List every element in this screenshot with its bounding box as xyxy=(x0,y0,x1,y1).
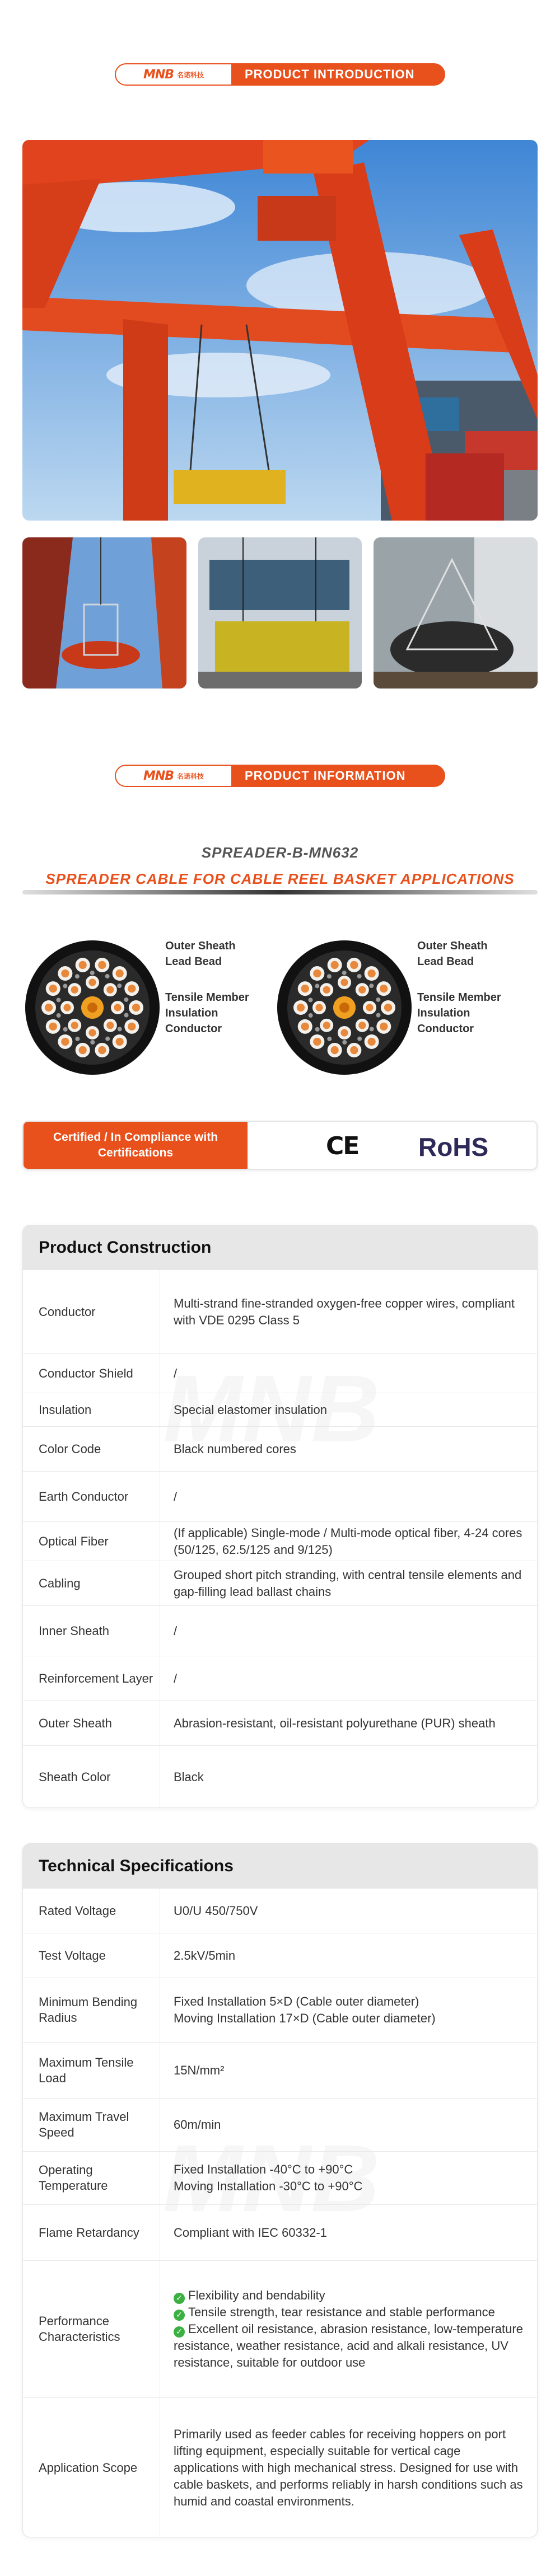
lead-bead xyxy=(105,1037,110,1041)
lead-bead xyxy=(90,971,95,975)
core-conductor xyxy=(88,1029,96,1036)
lead-bead xyxy=(369,983,374,988)
lead-bead xyxy=(342,971,347,975)
core-conductor xyxy=(45,1004,53,1011)
core-conductor xyxy=(115,1038,123,1046)
table-row: Flame Retardancy Compliant with IEC 60332-1 xyxy=(23,2205,537,2261)
core-conductor xyxy=(340,978,348,986)
core-conductor xyxy=(78,961,86,969)
specifications-table xyxy=(22,1843,538,2537)
core-conductor xyxy=(71,986,78,994)
lead-bead xyxy=(327,1037,332,1041)
core-conductor xyxy=(366,1004,373,1011)
lead-bead xyxy=(357,1037,362,1041)
product-model: SPREADER-B-MN632 xyxy=(201,844,359,861)
table-row: Earth Conductor / xyxy=(23,1472,537,1522)
lead-bead xyxy=(124,1013,129,1018)
cable-basket-photo xyxy=(22,537,186,689)
core-conductor xyxy=(323,1022,330,1029)
table-row: Performance Characteristics ✓ Flexibility and bendability ✓ Tensile strength, tear resistance and stable performance ✓ Excellent oil resistance, abrasion resistance, low-temperature resistance, weather resistance, acid and alkali resistance, UV resistance, suitable for outdoor use xyxy=(23,2261,537,2398)
core-conductor xyxy=(49,1023,57,1031)
check-icon: ✓ xyxy=(174,2310,185,2321)
table-row: Rated Voltage U0/U 450/750V xyxy=(23,1889,537,1933)
ce-mark: CE xyxy=(326,1132,359,1160)
table-row: Optical Fiber (If applicable) Single-mode / Multi-mode optical fiber, 4-24 cores (50/125, 62.5/125 and 9/125) xyxy=(23,1522,537,1561)
core-conductor xyxy=(384,1004,392,1011)
cable-diagram xyxy=(274,938,414,1078)
table-row: Color Code Black numbered cores xyxy=(23,1427,537,1472)
core-conductor xyxy=(98,961,106,969)
lead-bead xyxy=(117,983,122,988)
table-row: Application Scope Primarily used as feeder cables for receiving hoppers on port lifting equipment, especially suitable for vertical cage applications with high mechanical stress. Designed for use with cable baskets, and performs reliably in harsh conditions such as humid and coastal environments. xyxy=(23,2398,537,2537)
core-conductor xyxy=(132,1004,140,1011)
core-conductor xyxy=(340,1029,348,1036)
lead-bead xyxy=(75,1037,80,1041)
core-conductor xyxy=(380,1023,388,1031)
lead-bead xyxy=(327,974,332,978)
title-underline xyxy=(22,890,538,894)
core-conductor xyxy=(323,986,330,994)
info-section-header xyxy=(115,765,445,787)
gantry-crane-photo xyxy=(22,140,538,521)
core-conductor xyxy=(358,1022,366,1029)
check-icon: ✓ xyxy=(174,2326,185,2338)
core-conductor xyxy=(49,985,57,992)
table-row: Inner Sheath / xyxy=(23,1606,537,1656)
lead-bead xyxy=(63,984,67,989)
table-row: Minimum Bending Radius Fixed Installation 5×D (Cable outer diameter) Moving Installation 17×D (Cable outer diameter) xyxy=(23,1978,537,2043)
table-row: Outer Sheath Abrasion-resistant, oil-resistant polyurethane (PUR) sheath xyxy=(23,1701,537,1746)
intro-section-title: PRODUCT INTRODUCTION xyxy=(232,63,445,86)
certification-label: Certified / In Compliance with Certifications xyxy=(24,1122,248,1169)
cable-cross-section-1: Outer Sheath Lead Bead Tensile Member Insulation Conductor xyxy=(22,938,319,1083)
specifications-table-title: Technical Specifications xyxy=(23,1844,537,1889)
core-conductor xyxy=(106,1022,114,1029)
core-conductor xyxy=(128,985,136,992)
lead-bead xyxy=(370,1027,374,1031)
lead-bead xyxy=(357,974,362,978)
tensile-core xyxy=(339,1003,349,1013)
lead-bead xyxy=(90,1040,95,1045)
core-conductor xyxy=(98,1046,106,1054)
core-conductor xyxy=(301,1023,309,1031)
info-section-title: PRODUCT INFORMATION xyxy=(232,765,445,787)
lead-bead xyxy=(342,1040,347,1045)
rohs-mark: RoHS xyxy=(418,1132,489,1161)
cable-cross-section-2: Outer Sheath Lead Bead Tensile Member Insulation Conductor xyxy=(274,938,560,1083)
construction-table xyxy=(22,1225,538,1808)
core-conductor xyxy=(61,969,69,977)
table-row: Conductor Shield / xyxy=(23,1354,537,1393)
core-conductor xyxy=(88,978,96,986)
brand-logo: MNB 名诺科技 xyxy=(115,765,232,787)
core-conductor xyxy=(115,969,123,977)
lead-bead xyxy=(118,1027,122,1031)
brand-logo: MNB 名诺科技 xyxy=(115,63,232,86)
table-row: Operating Temperature Fixed Installation -40°C to +90°C Moving Installation -30°C to +90°C xyxy=(23,2152,537,2205)
core-conductor xyxy=(297,1004,305,1011)
core-conductor xyxy=(313,969,321,977)
lead-bead xyxy=(315,1027,320,1032)
core-conductor xyxy=(367,1038,375,1046)
core-conductor xyxy=(330,1046,338,1054)
core-conductor xyxy=(106,986,114,994)
table-row: Reinforcement Layer / xyxy=(23,1656,537,1701)
lead-bead xyxy=(75,974,80,978)
table-row: Maximum Tensile Load 15N/mm² xyxy=(23,2043,537,2099)
tensile-core xyxy=(87,1003,97,1013)
core-conductor xyxy=(358,986,366,994)
core-conductor xyxy=(114,1004,121,1011)
lead-bead xyxy=(63,1027,68,1032)
table-row: Conductor Multi-strand fine-stranded oxygen-free copper wires, compliant with VDE 0295 Class 5 xyxy=(23,1270,537,1354)
product-application-title: SPREADER CABLE FOR CABLE REEL BASKET APPLICATIONS xyxy=(45,870,515,887)
lead-bead xyxy=(315,984,319,989)
lead-bead xyxy=(376,997,380,1002)
table-row: Insulation Special elastomer insulation xyxy=(23,1393,537,1427)
check-icon: ✓ xyxy=(174,2293,185,2304)
core-conductor xyxy=(78,1046,86,1054)
lead-bead xyxy=(309,1013,313,1018)
lead-bead xyxy=(124,997,128,1002)
core-conductor xyxy=(301,985,309,992)
core-conductor xyxy=(380,985,388,992)
core-conductor xyxy=(63,1004,71,1011)
core-conductor xyxy=(330,961,338,969)
table-row: Sheath Color Black xyxy=(23,1746,537,1808)
certification-band xyxy=(22,1121,538,1170)
core-conductor xyxy=(71,1022,78,1029)
lead-bead xyxy=(308,997,312,1002)
lead-bead xyxy=(105,974,110,978)
cable-diagram xyxy=(22,938,162,1078)
core-conductor xyxy=(350,961,358,969)
table-row: Maximum Travel Speed 60m/min xyxy=(23,2099,537,2152)
intro-section-header xyxy=(115,63,445,86)
core-conductor xyxy=(128,1023,136,1031)
core-conductor xyxy=(61,1038,69,1046)
core-conductor xyxy=(367,969,375,977)
table-row: Test Voltage 2.5kV/5min xyxy=(23,1933,537,1978)
core-conductor xyxy=(315,1004,323,1011)
cable-reel-basket-photo xyxy=(374,537,538,689)
lead-bead xyxy=(57,1013,61,1018)
lead-bead xyxy=(56,997,60,1002)
lead-bead xyxy=(376,1013,381,1018)
core-conductor xyxy=(313,1038,321,1046)
spreader-photo xyxy=(198,537,362,689)
table-row: Cabling Grouped short pitch stranding, with central tensile elements and gap-filling lead ballast chains xyxy=(23,1561,537,1606)
construction-table-title: Product Construction xyxy=(23,1225,537,1270)
core-conductor xyxy=(350,1046,358,1054)
